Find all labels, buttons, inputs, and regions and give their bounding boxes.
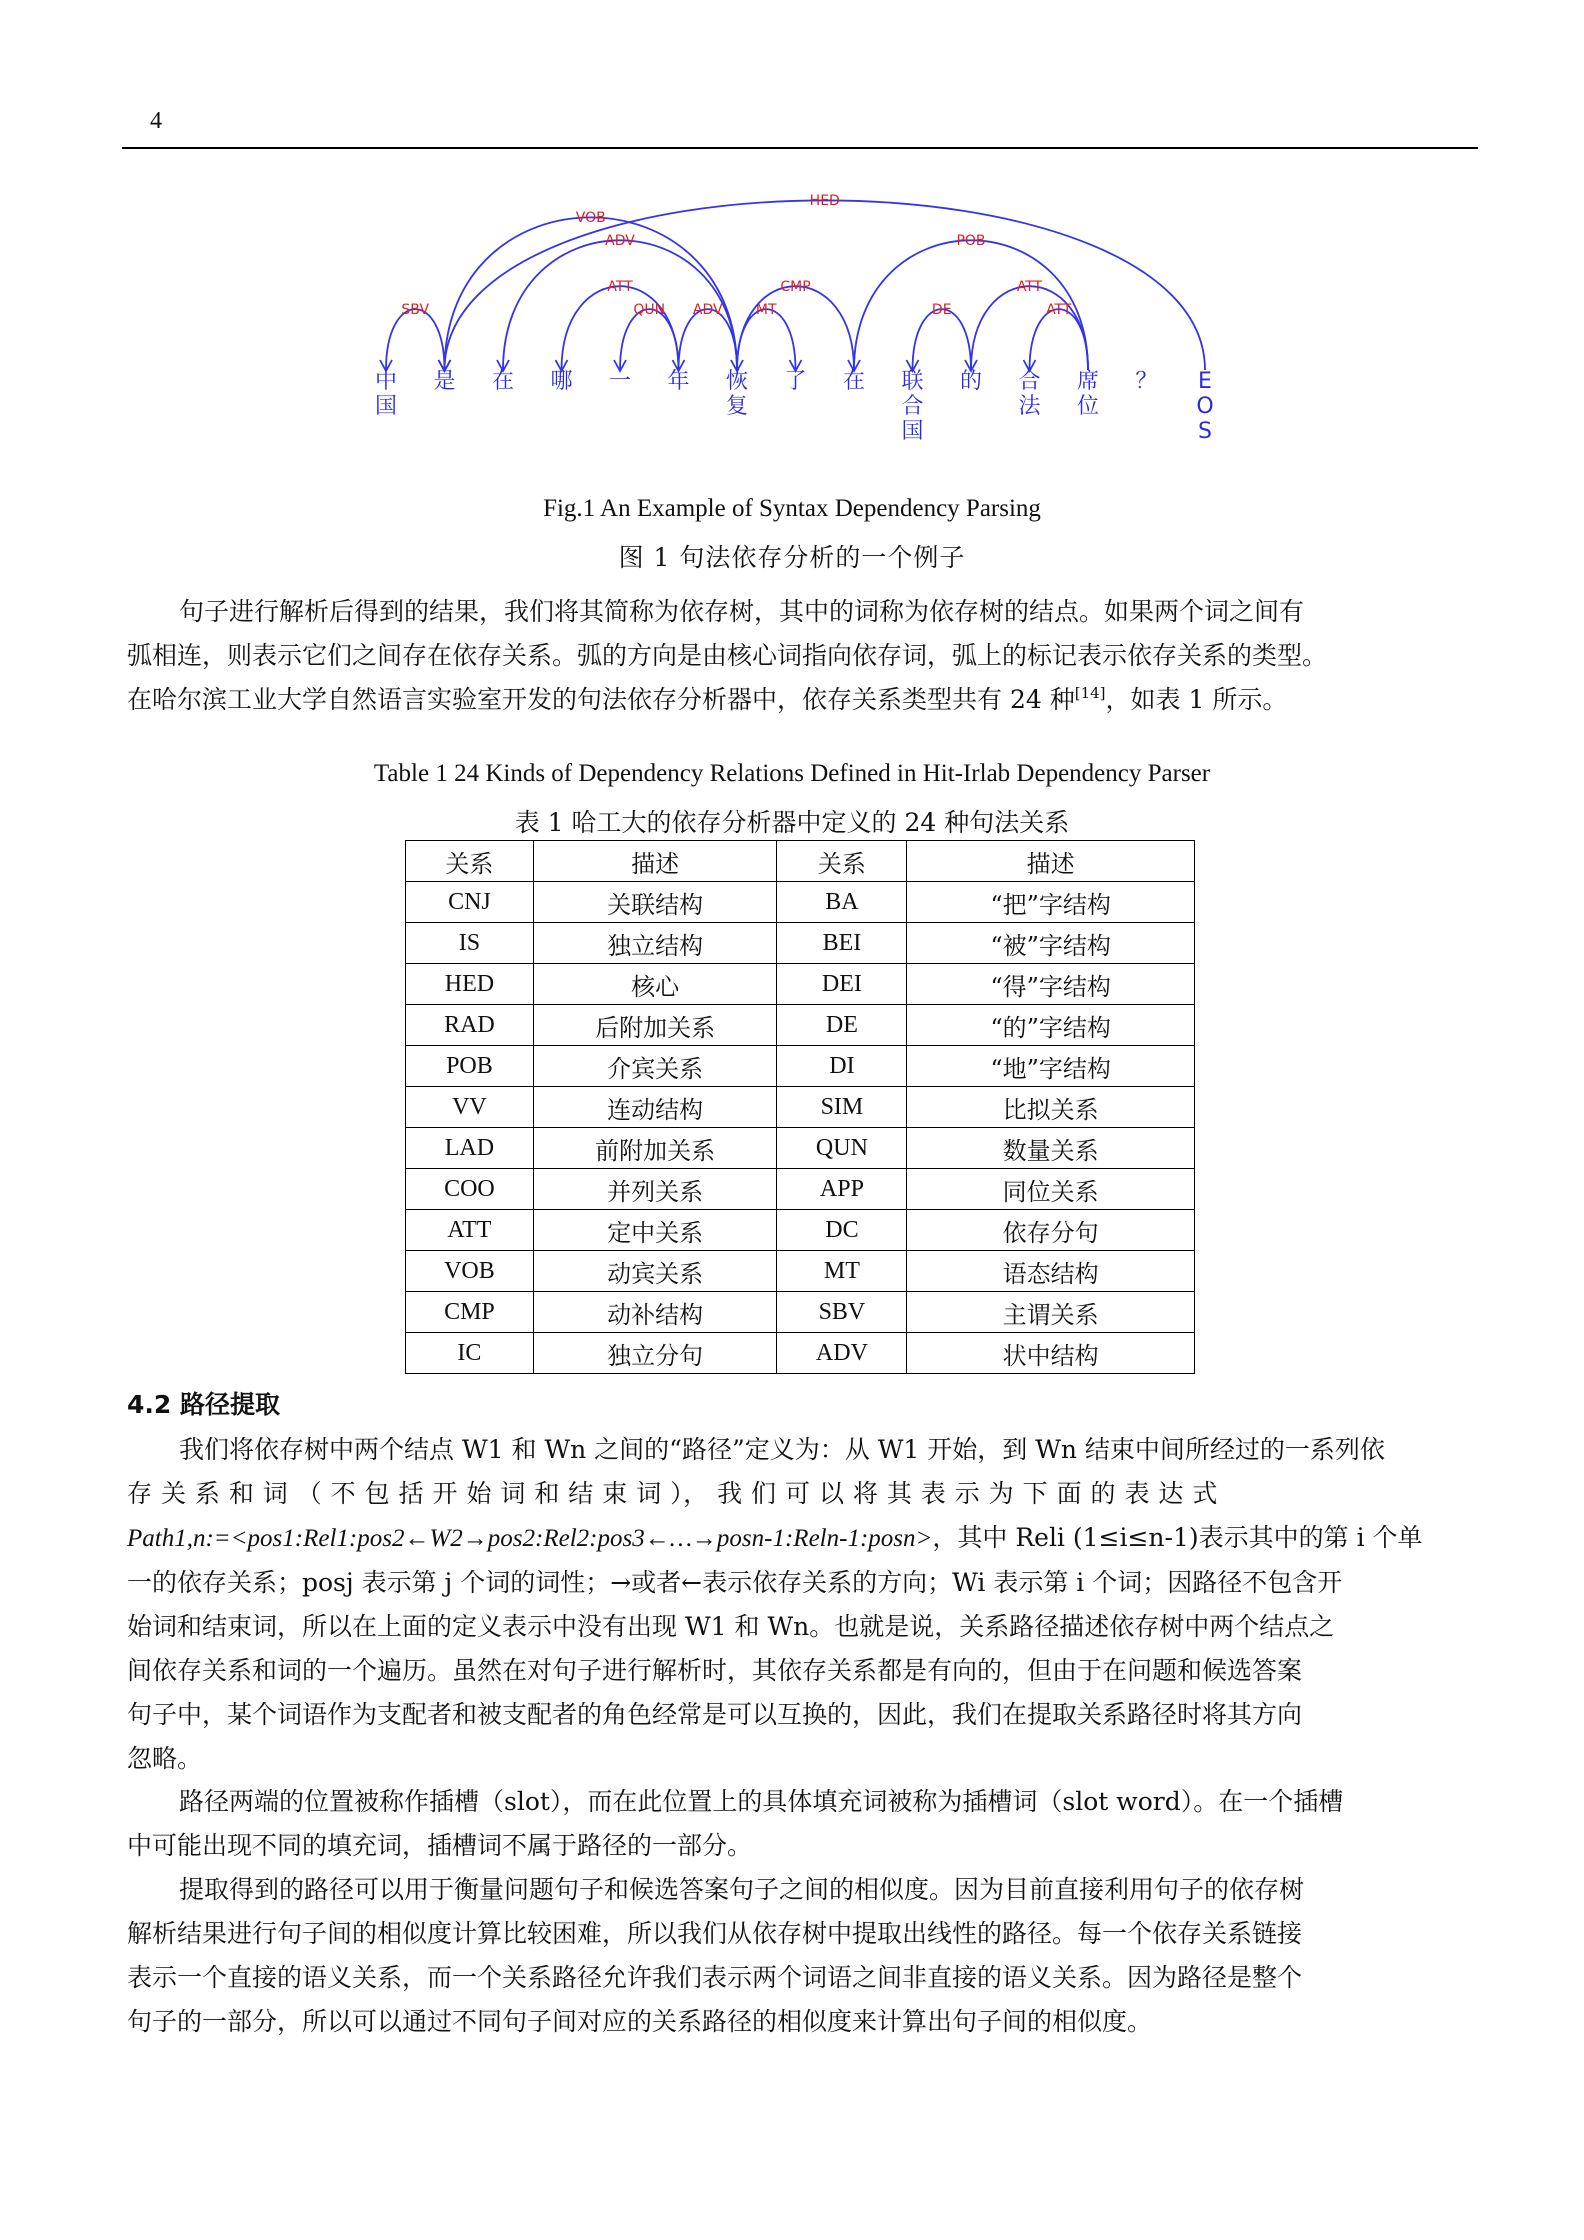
table-row bbox=[406, 1333, 1195, 1374]
table-header-cell: 描述 bbox=[533, 841, 777, 882]
paragraph-line: 一的依存关系；posj 表示第 j 个词的词性；→或者←表示依存关系的方向；Wi 表示第 i 个词；因路径不包含开 bbox=[127, 1568, 1343, 1597]
token-char: 中 bbox=[374, 369, 398, 394]
relation-desc-cell: 动宾关系 bbox=[533, 1251, 777, 1292]
table-header-cell: 描述 bbox=[907, 841, 1195, 882]
path-definition-paragraph bbox=[127, 1428, 1472, 1781]
relation-code-cell: DI bbox=[777, 1046, 907, 1087]
arc-label: CMP bbox=[780, 279, 811, 295]
paragraph-line: 中可能出现不同的填充词，插槽词不属于路径的一部分。 bbox=[127, 1831, 753, 1860]
arc-label: VOB bbox=[575, 210, 606, 226]
intro-paragraph bbox=[127, 590, 1472, 722]
relation-code-cell: VV bbox=[406, 1087, 534, 1128]
token-char: S bbox=[1198, 419, 1212, 444]
paragraph-line: 始词和结束词，所以在上面的定义表示中没有出现 W1 和 Wn。也就是说，关系路径描述依存树中两个结点之 bbox=[127, 1612, 1335, 1641]
relation-desc-cell: 介宾关系 bbox=[533, 1046, 777, 1087]
paragraph-line: 间依存关系和词的一个遍历。虽然在对句子进行解析时，其依存关系都是有向的，但由于在问题和候选答案 bbox=[127, 1656, 1303, 1685]
token-char: E bbox=[1198, 369, 1212, 394]
token-char: 的 bbox=[959, 369, 983, 394]
paragraph-line: 句子的一部分，所以可以通过不同句子间对应的关系路径的相似度来计算出句子间的相似度。 bbox=[127, 2007, 1153, 2036]
arc-label: ATT bbox=[1016, 279, 1043, 295]
relation-code-cell: ADV bbox=[777, 1333, 907, 1374]
table-caption-en: Table 1 24 Kinds of Dependency Relations Defined in Hit-Irlab Dependency Parser bbox=[373, 760, 1211, 787]
relation-code-cell: SIM bbox=[777, 1087, 907, 1128]
relation-desc-cell: 状中结构 bbox=[907, 1333, 1195, 1374]
relation-desc-cell: 依存分句 bbox=[907, 1210, 1195, 1251]
paragraph-line: 句子进行解析后得到的结果，我们将其简称为依存树，其中的词称为依存树的结点。如果两个词之间有 bbox=[179, 597, 1305, 626]
relation-code-cell: MT bbox=[777, 1251, 907, 1292]
table-row bbox=[406, 882, 1195, 923]
relation-desc-cell: 同位关系 bbox=[907, 1169, 1195, 1210]
relation-desc-cell: 连动结构 bbox=[533, 1087, 777, 1128]
token-char: 合 bbox=[1018, 369, 1041, 394]
relation-code-cell: IS bbox=[406, 923, 534, 964]
token-char: 复 bbox=[725, 394, 749, 419]
relation-code-cell: VOB bbox=[406, 1251, 534, 1292]
figure-caption-zh: 图 1 句法依存分析的一个例子 bbox=[618, 543, 966, 572]
dependency-arc bbox=[445, 217, 738, 370]
table-row bbox=[406, 1251, 1195, 1292]
dependency-arc bbox=[386, 309, 445, 370]
table-row bbox=[406, 1005, 1195, 1046]
paragraph-line: Path1,n:=<pos1:Rel1:pos2←W2→pos2:Rel2:pos3←…→posn-1:Reln-1:posn>，其中 Reli (1≤i≤n-1)表示其中的第 i 个单 bbox=[127, 1523, 1423, 1552]
token-char: 一 bbox=[608, 369, 632, 394]
token-char: 合 bbox=[901, 394, 924, 419]
arc-label: QUN bbox=[633, 302, 666, 318]
relation-desc-cell: 动补结构 bbox=[533, 1292, 777, 1333]
paragraph-line: 存 关 系 和 词 （ 不 包 括 开 始 词 和 结 束 词 ）， 我 们 可 以 将 其 表 示 为 下 面 的 表 达 式 bbox=[127, 1479, 1218, 1508]
token-char: 了 bbox=[784, 369, 807, 394]
relation-code-cell: DEI bbox=[777, 964, 907, 1005]
relation-desc-cell: 独立分句 bbox=[533, 1333, 777, 1374]
dependency-arc bbox=[445, 200, 1206, 370]
relation-code-cell: POB bbox=[406, 1046, 534, 1087]
figure-caption-en: Fig.1 An Example of Syntax Dependency Parsing bbox=[543, 495, 1041, 522]
relation-code-cell: CNJ bbox=[406, 882, 534, 923]
citation-ref: [14] bbox=[1074, 684, 1106, 702]
table-row bbox=[406, 1292, 1195, 1333]
table-row bbox=[406, 1169, 1195, 1210]
arc-label: SBV bbox=[401, 302, 430, 318]
relation-desc-cell: 数量关系 bbox=[907, 1128, 1195, 1169]
paragraph-line: 路径两端的位置被称作插槽（slot），而在此位置上的具体填充词被称为插槽词（slot word）。在一个插槽 bbox=[179, 1787, 1344, 1816]
relation-desc-cell: “的”字结构 bbox=[907, 1005, 1195, 1046]
arc-label: MT bbox=[755, 302, 777, 318]
arc-label: POB bbox=[956, 233, 986, 249]
header-rule bbox=[122, 147, 1478, 149]
relation-code-cell: COO bbox=[406, 1169, 534, 1210]
table-row bbox=[406, 1128, 1195, 1169]
relation-code-cell: DE bbox=[777, 1005, 907, 1046]
table-row bbox=[406, 1210, 1195, 1251]
relation-code-cell: CMP bbox=[406, 1292, 534, 1333]
arc-label: ADV bbox=[605, 233, 635, 249]
relation-desc-cell: 主谓关系 bbox=[907, 1292, 1195, 1333]
token-char: 联 bbox=[901, 369, 924, 394]
token-char: 国 bbox=[901, 419, 924, 444]
table-row bbox=[406, 1046, 1195, 1087]
paragraph-line: 解析结果进行句子间的相似度计算比较困难，所以我们从依存树中提取出线性的路径。每一个依存关系链接 bbox=[127, 1919, 1303, 1948]
relation-desc-cell: 核心 bbox=[533, 964, 777, 1005]
dependency-relations-table bbox=[405, 840, 1195, 1374]
token-char: 在 bbox=[842, 369, 866, 394]
table-row bbox=[406, 1087, 1195, 1128]
arc-label: HED bbox=[809, 193, 840, 209]
token-char: 席 bbox=[1076, 369, 1100, 394]
paragraph-line: 忽略。 bbox=[127, 1744, 203, 1773]
paragraph-line: 句子中，某个词语作为支配者和被支配者的角色经常是可以互换的，因此，我们在提取关系路径时将其方向 bbox=[127, 1700, 1303, 1729]
relation-desc-cell: “被”字结构 bbox=[907, 923, 1195, 964]
table-header-cell: 关系 bbox=[777, 841, 907, 882]
dependency-parse-figure bbox=[0, 190, 1584, 480]
relation-code-cell: QUN bbox=[777, 1128, 907, 1169]
token-char: 哪 bbox=[550, 369, 573, 394]
token-char: 年 bbox=[667, 369, 690, 394]
paragraph-line: 表示一个直接的语义关系，而一个关系路径允许我们表示两个词语之间非直接的语义关系。因为路径是整个 bbox=[127, 1963, 1303, 1992]
dependency-arc bbox=[737, 309, 796, 370]
table-header-row bbox=[406, 841, 1195, 882]
relation-code-cell: IC bbox=[406, 1333, 534, 1374]
dependency-arc bbox=[913, 309, 972, 370]
token-char: 国 bbox=[374, 394, 398, 419]
relation-desc-cell: 并列关系 bbox=[533, 1169, 777, 1210]
relation-desc-cell: “把”字结构 bbox=[907, 882, 1195, 923]
relation-desc-cell: 比拟关系 bbox=[907, 1087, 1195, 1128]
arc-label: ADV bbox=[692, 302, 723, 318]
arc-label: ATT bbox=[607, 279, 633, 295]
relation-desc-cell: 独立结构 bbox=[533, 923, 777, 964]
relation-code-cell: ATT bbox=[406, 1210, 534, 1251]
token-char: O bbox=[1196, 394, 1214, 419]
token-char: 是 bbox=[433, 369, 456, 394]
table-header-cell: 关系 bbox=[406, 841, 534, 882]
relation-desc-cell: 关联结构 bbox=[533, 882, 777, 923]
section-heading: 4.2 路径提取 bbox=[127, 1390, 280, 1419]
path-formula: Path1,n:=<pos1:Rel1:pos2←W2→pos2:Rel2:pos3←…→posn-1:Reln-1:posn> bbox=[127, 1525, 933, 1552]
slot-paragraph bbox=[127, 1780, 1472, 1868]
token-char: ？ bbox=[1135, 369, 1158, 394]
token-char: 法 bbox=[1018, 394, 1041, 419]
relation-code-cell: HED bbox=[406, 964, 534, 1005]
relation-desc-cell: 语态结构 bbox=[907, 1251, 1195, 1292]
relation-desc-cell: 前附加关系 bbox=[533, 1128, 777, 1169]
relation-code-cell: LAD bbox=[406, 1128, 534, 1169]
paragraph-line: 我们将依存树中两个结点 W1 和 Wn 之间的“路径”定义为：从 W1 开始，到 Wn 结束中间所经过的一系列依 bbox=[179, 1435, 1385, 1464]
token-char: 在 bbox=[491, 369, 515, 394]
token-char: 恢 bbox=[725, 369, 749, 394]
relation-desc-cell: 后附加关系 bbox=[533, 1005, 777, 1046]
token-char: 位 bbox=[1076, 394, 1100, 419]
relation-code-cell: DC bbox=[777, 1210, 907, 1251]
table-row bbox=[406, 964, 1195, 1005]
arc-label: ATT bbox=[1046, 302, 1072, 318]
relation-desc-cell: “地”字结构 bbox=[907, 1046, 1195, 1087]
relation-code-cell: RAD bbox=[406, 1005, 534, 1046]
paragraph-line: 弧相连，则表示它们之间存在依存关系。弧的方向是由核心词指向依存词，弧上的标记表示依存关系的类型。 bbox=[127, 641, 1328, 670]
relation-code-cell: BEI bbox=[777, 923, 907, 964]
relation-code-cell: APP bbox=[777, 1169, 907, 1210]
table-row bbox=[406, 923, 1195, 964]
relation-desc-cell: “得”字结构 bbox=[907, 964, 1195, 1005]
relation-code-cell: BA bbox=[777, 882, 907, 923]
arc-label: DE bbox=[931, 302, 952, 318]
relation-code-cell: SBV bbox=[777, 1292, 907, 1333]
relation-desc-cell: 定中关系 bbox=[533, 1210, 777, 1251]
paragraph-line: 提取得到的路径可以用于衡量问题句子和候选答案句子之间的相似度。因为目前直接利用句子的依存树 bbox=[179, 1875, 1305, 1904]
paragraph-line: 在哈尔滨工业大学自然语言实验室开发的句法依存分析器中，依存关系类型共有 24 种[14]，如表 1 所示。 bbox=[127, 684, 1288, 714]
similarity-paragraph bbox=[127, 1868, 1472, 2044]
table-caption-zh: 表 1 哈工大的依存分析器中定义的 24 种句法关系 bbox=[514, 808, 1070, 837]
dependency-arc bbox=[620, 309, 679, 370]
page-number: 4 bbox=[150, 108, 162, 134]
